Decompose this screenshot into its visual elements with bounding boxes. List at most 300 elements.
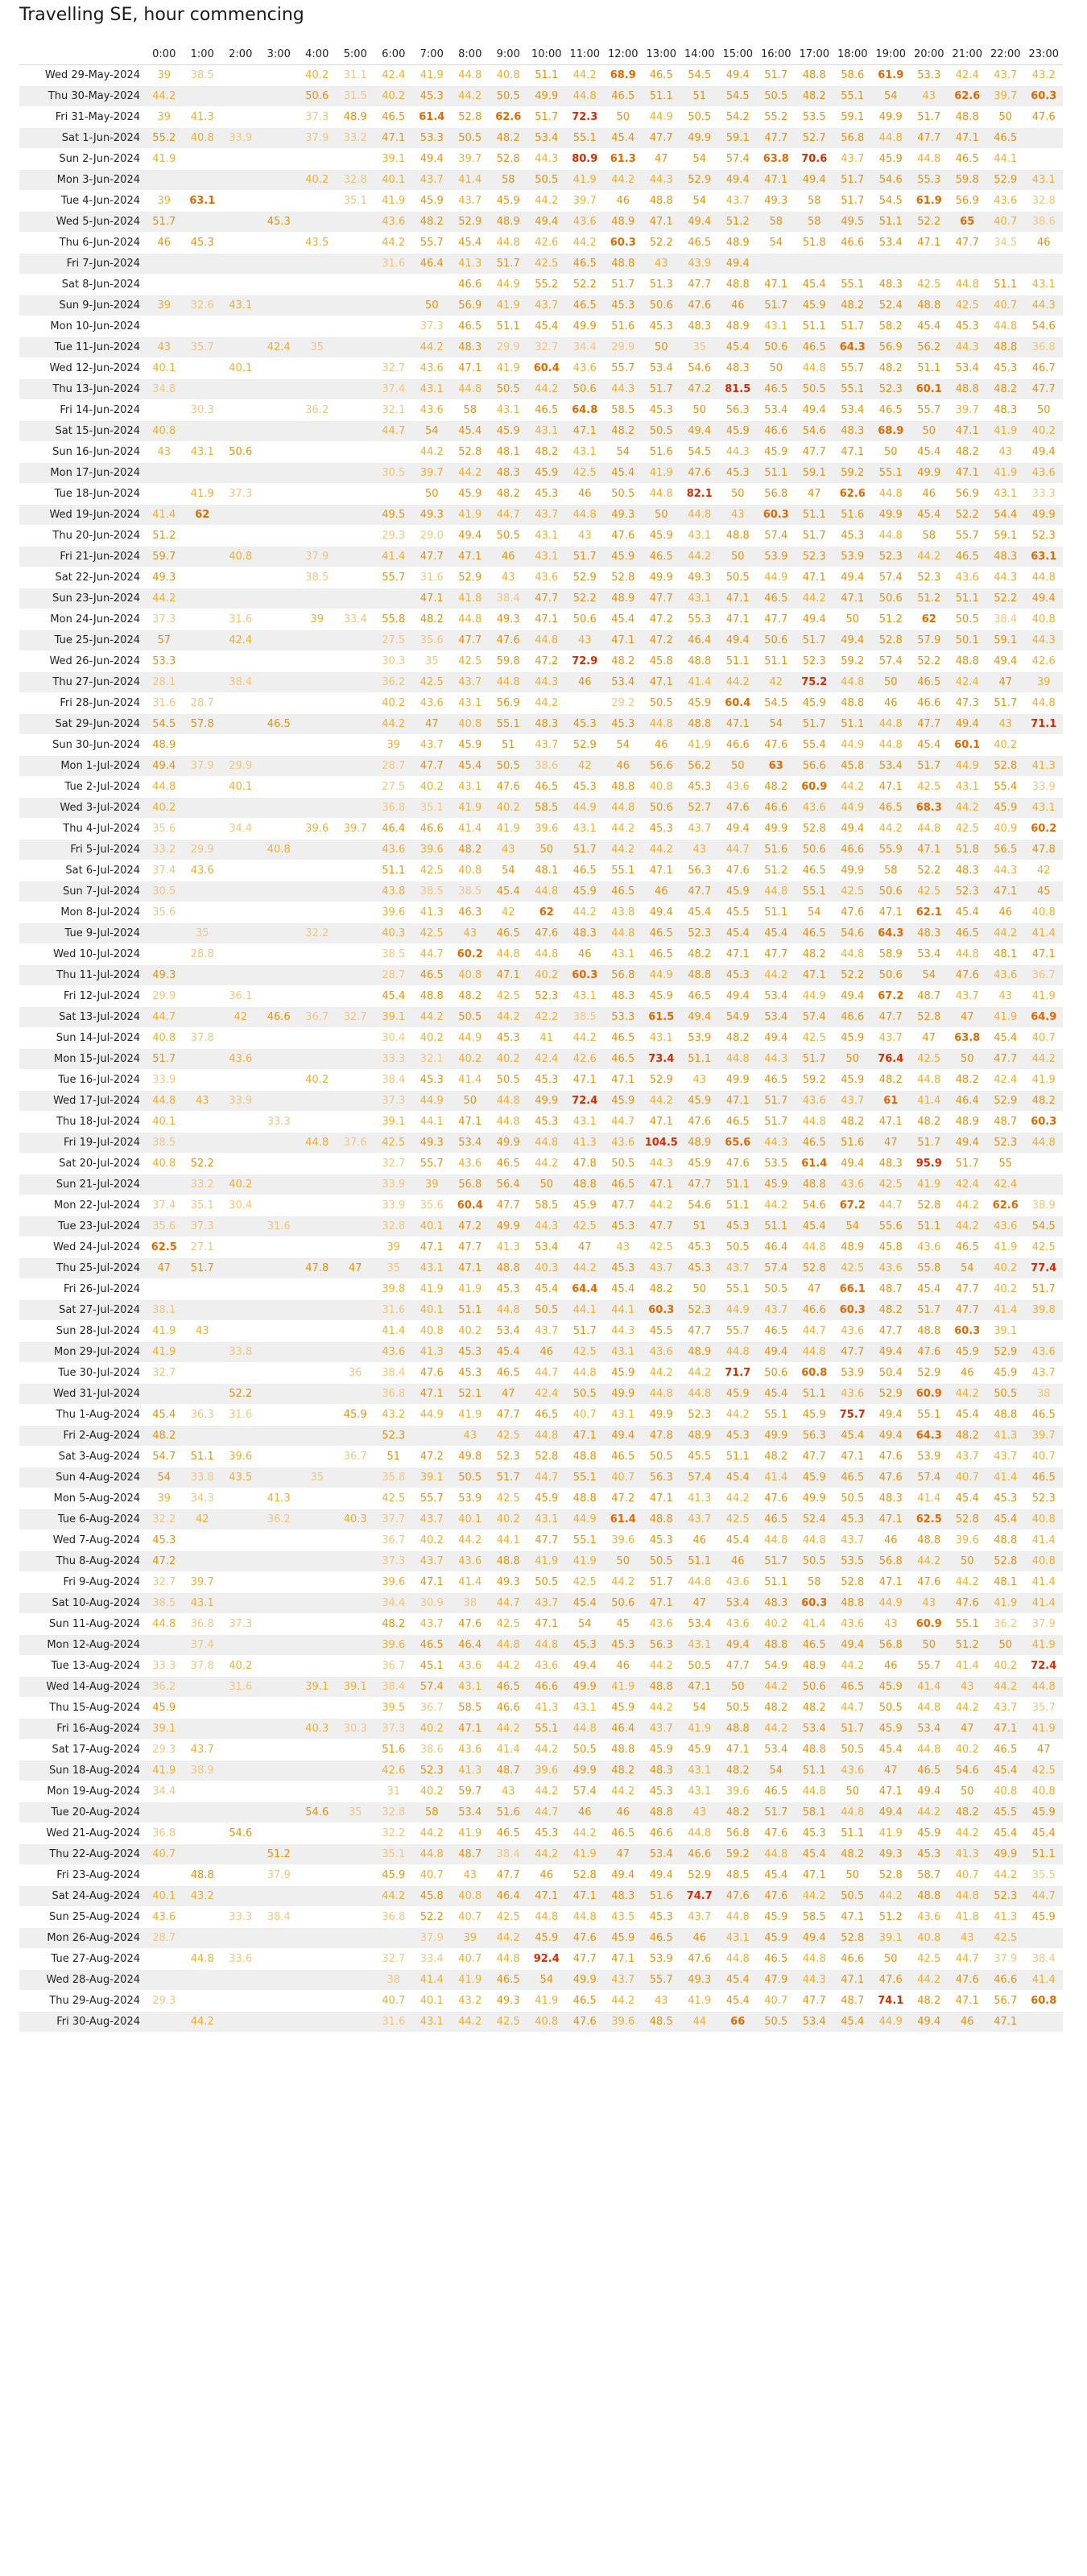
speed-cell: 47.2 xyxy=(451,1216,490,1237)
speed-cell: 53.4 xyxy=(451,1133,490,1154)
speed-cell: 43.1 xyxy=(527,421,566,442)
row-date: Thu 13-Jun-2024 xyxy=(19,379,145,400)
speed-cell: 38 xyxy=(451,1593,490,1614)
speed-cell xyxy=(260,1342,299,1363)
speed-cell: 47.1 xyxy=(458,362,482,374)
speed-cell: 41.9 xyxy=(451,1970,490,1991)
table-row xyxy=(19,1509,1063,1530)
speed-cell: 48.2 xyxy=(688,948,712,960)
speed-cell: 45.4 xyxy=(451,756,490,777)
speed-cell: 46.5 xyxy=(496,1827,520,1839)
speed-cell: 44.2 xyxy=(413,337,452,358)
speed-cell: 56.3 xyxy=(643,1635,681,1656)
row-date: Thu 30-May-2024 xyxy=(19,86,145,107)
speed-cell xyxy=(184,86,222,107)
speed-cell: 46 xyxy=(960,1367,974,1379)
speed-cell: 45.4 xyxy=(719,1970,758,1991)
speed-cell: 39.1 xyxy=(298,1677,337,1698)
speed-cell: 54.5 xyxy=(688,69,712,81)
speed-cell: 60.2 xyxy=(1031,823,1057,835)
speed-cell: 53.4 xyxy=(451,1802,490,1823)
speed-cell: 47.1 xyxy=(802,572,826,584)
speed-cell: 50.1 xyxy=(949,630,987,651)
speed-cell: 47.6 xyxy=(878,1451,903,1463)
speed-cell: 52.3 xyxy=(374,1426,413,1447)
speed-cell: 45.4 xyxy=(688,906,712,919)
hour-header: 11:00 xyxy=(566,44,605,65)
speed-cell: 45.9 xyxy=(604,1091,643,1112)
speed-cell: 52.9 xyxy=(572,739,597,751)
speed-cell: 47.8 xyxy=(298,1258,337,1279)
speed-cell: 41.3 xyxy=(566,1133,605,1154)
speed-cell: 43.1 xyxy=(496,404,520,416)
speed-cell: 39.6 xyxy=(725,1785,750,1798)
speed-cell: 46.5 xyxy=(643,1928,681,1949)
speed-cell: 41.3 xyxy=(451,1761,490,1781)
speed-cell xyxy=(337,1593,375,1614)
speed-cell: 47.7 xyxy=(986,1049,1025,1070)
speed-cell: 48.2 xyxy=(719,1802,758,1823)
speed-cell: 52.3 xyxy=(535,990,559,1002)
speed-cell: 45.3 xyxy=(841,530,865,542)
speed-cell: 48.9 xyxy=(490,212,528,233)
speed-cell: 45.9 xyxy=(1031,1911,1056,1923)
speed-cell: 40.1 xyxy=(413,1300,452,1321)
speed-cell: 48.7 xyxy=(994,1116,1018,1128)
speed-cell: 40.8 xyxy=(451,965,490,986)
speed-cell: 45.3 xyxy=(260,212,299,233)
table-row xyxy=(19,1719,1063,1740)
speed-cell xyxy=(260,1593,299,1614)
speed-cell xyxy=(337,630,375,651)
speed-cell: 40.2 xyxy=(420,1534,444,1546)
speed-cell: 39.8 xyxy=(382,1283,406,1295)
table-row xyxy=(19,1154,1063,1174)
speed-cell: 46.6 xyxy=(725,739,750,751)
row-date: Sat 22-Jun-2024 xyxy=(55,572,140,584)
speed-cell: 51.6 xyxy=(757,840,796,861)
speed-cell: 33.9 xyxy=(152,1074,176,1086)
speed-cell: 65.6 xyxy=(719,1133,758,1154)
speed-cell: 39 xyxy=(157,195,172,207)
row-date: Wed 28-Aug-2024 xyxy=(19,1970,145,1991)
speed-cell: 76.4 xyxy=(872,1049,911,1070)
speed-cell xyxy=(374,275,413,295)
speed-cell: 51.1 xyxy=(764,1576,788,1588)
speed-cell: 47.1 xyxy=(451,1719,490,1740)
speed-cell: 48.8 xyxy=(649,195,673,207)
table-row xyxy=(19,735,1063,756)
speed-cell: 47 xyxy=(807,1283,821,1295)
speed-cell: 44.9 xyxy=(566,798,605,819)
speed-cell: 44.2 xyxy=(572,906,597,919)
speed-cell: 44.2 xyxy=(757,965,796,986)
speed-cell: 31.6 xyxy=(221,1677,260,1698)
speed-cell: 46.5 xyxy=(611,1032,635,1044)
speed-cell: 40.2 xyxy=(451,1049,490,1070)
speed-cell: 43.7 xyxy=(994,69,1018,81)
speed-cell: 43.6 xyxy=(917,1241,941,1253)
speed-cell: 44.8 xyxy=(1031,697,1056,709)
speed-cell: 39 xyxy=(157,1492,172,1505)
speed-cell: 45.9 xyxy=(757,1928,796,1949)
hour-header: 21:00 xyxy=(949,44,987,65)
row-date: Sun 4-Aug-2024 xyxy=(19,1468,145,1488)
speed-cell: 41.9 xyxy=(994,1241,1018,1253)
speed-cell: 44.7 xyxy=(527,1468,566,1488)
speed-cell: 49.4 xyxy=(841,990,865,1002)
speed-cell xyxy=(260,756,299,777)
speed-cell xyxy=(260,295,299,316)
speed-cell: 43.6 xyxy=(458,1158,482,1170)
speed-cell: 31.6 xyxy=(260,1216,299,1237)
speed-cell xyxy=(337,1468,375,1488)
speed-cell: 47.7 xyxy=(643,588,681,609)
speed-cell xyxy=(184,651,222,672)
speed-cell: 38.9 xyxy=(1031,1199,1056,1212)
speed-cell: 33.8 xyxy=(221,1342,260,1363)
hour-header: 1:00 xyxy=(184,44,222,65)
hour-header: 3:00 xyxy=(260,44,299,65)
speed-cell: 39.6 xyxy=(955,1534,979,1546)
speed-cell: 48.3 xyxy=(688,320,712,332)
speed-cell: 48.2 xyxy=(833,1844,872,1865)
speed-cell: 51.7 xyxy=(796,1049,834,1070)
speed-cell: 37.9 xyxy=(413,1928,452,1949)
speed-cell xyxy=(298,986,337,1007)
speed-cell: 30.3 xyxy=(337,1719,375,1740)
speed-cell: 50 xyxy=(910,1635,949,1656)
speed-cell: 46 xyxy=(604,1802,643,1823)
speed-cell: 51.1 xyxy=(841,1827,865,1839)
speed-cell: 40.2 xyxy=(490,1509,528,1530)
speed-cell: 44.8 xyxy=(872,128,911,149)
speed-cell: 52.3 xyxy=(872,379,911,400)
speed-cell: 43.5 xyxy=(221,1468,260,1488)
speed-cell: 48.8 xyxy=(490,1551,528,1572)
speed-cell: 33.2 xyxy=(184,1174,222,1195)
speed-cell: 43.6 xyxy=(725,781,750,793)
speed-cell: 43.1 xyxy=(572,1116,597,1128)
speed-cell: 44.8 xyxy=(841,948,865,960)
speed-cell xyxy=(757,254,796,275)
speed-cell: 43.1 xyxy=(184,1593,222,1614)
speed-cell: 43.1 xyxy=(680,1761,719,1781)
speed-cell: 49.9 xyxy=(725,1074,750,1086)
speed-cell: 38.4 xyxy=(490,1844,528,1865)
speed-cell: 50.6 xyxy=(757,337,796,358)
speed-cell: 43 xyxy=(654,1995,668,2007)
table-row xyxy=(19,1551,1063,1572)
speed-cell: 45.4 xyxy=(604,128,643,149)
speed-cell: 45.9 xyxy=(604,1928,643,1949)
row-date: Fri 14-Jun-2024 xyxy=(60,404,140,416)
speed-cell: 36 xyxy=(348,1367,362,1379)
speed-cell: 45.9 xyxy=(343,1409,367,1421)
speed-cell: 39.1 xyxy=(872,1928,911,1949)
speed-cell: 45.9 xyxy=(986,798,1025,819)
speed-cell xyxy=(337,1112,375,1133)
speed-cell: 41.3 xyxy=(190,111,214,123)
speed-cell: 47 xyxy=(490,1384,528,1405)
speed-cell: 49.4 xyxy=(145,756,184,777)
speed-cell: 52.8 xyxy=(833,1928,872,1949)
speed-cell: 51.1 xyxy=(719,1174,758,1195)
speed-cell: 43.6 xyxy=(572,362,597,374)
speed-cell: 36.8 xyxy=(1025,337,1064,358)
speed-cell: 45.4 xyxy=(994,1827,1018,1839)
speed-cell: 38.5 xyxy=(305,572,329,584)
speed-cell: 42.5 xyxy=(910,881,949,902)
speed-cell: 40.2 xyxy=(221,1174,260,1195)
speed-cell: 46.5 xyxy=(572,1995,597,2007)
speed-cell: 32.8 xyxy=(1031,195,1056,207)
speed-cell: 47.6 xyxy=(566,1928,605,1949)
speed-cell xyxy=(986,254,1025,275)
speed-cell: 45.4 xyxy=(986,1761,1025,1781)
speed-cell: 41.9 xyxy=(604,1677,643,1698)
speed-cell: 51.1 xyxy=(796,1761,834,1781)
speed-cell: 42.5 xyxy=(917,1953,941,1965)
speed-cell: 46 xyxy=(692,1534,707,1546)
speed-cell: 55.6 xyxy=(872,1216,911,1237)
speed-cell: 53.4 xyxy=(764,990,788,1002)
speed-cell: 48.8 xyxy=(420,990,444,1002)
speed-cell: 49.4 xyxy=(680,421,719,442)
speed-cell: 44.2 xyxy=(420,1827,444,1839)
speed-cell: 42.5 xyxy=(490,1426,528,1447)
speed-cell: 30.5 xyxy=(145,881,184,902)
speed-cell: 51.1 xyxy=(725,655,750,667)
speed-cell: 46.7 xyxy=(1031,362,1056,374)
speed-cell: 27.5 xyxy=(382,781,406,793)
speed-cell: 39 xyxy=(386,1241,401,1253)
speed-cell: 46.5 xyxy=(949,547,987,568)
table-row xyxy=(19,463,1063,484)
row-date: Fri 28-Jun-2024 xyxy=(60,697,140,709)
speed-cell xyxy=(872,254,911,275)
speed-cell: 48.8 xyxy=(994,1534,1018,1546)
speed-cell: 51.7 xyxy=(611,279,635,291)
row-date: Sun 11-Aug-2024 xyxy=(49,1618,140,1630)
row-date: Mon 5-Aug-2024 xyxy=(53,1492,140,1505)
speed-cell: 40.3 xyxy=(527,1258,566,1279)
speed-cell xyxy=(221,254,260,275)
speed-cell: 53.4 xyxy=(872,756,911,777)
table-row xyxy=(19,1970,1063,1991)
speed-cell: 45.9 xyxy=(490,421,528,442)
speed-cell: 47.6 xyxy=(611,530,635,542)
speed-cell: 47.1 xyxy=(643,1593,681,1614)
speed-cell: 38 xyxy=(1025,1384,1064,1405)
speed-cell: 40.8 xyxy=(145,421,184,442)
speed-cell: 48.7 xyxy=(490,1761,528,1781)
speed-cell: 43.7 xyxy=(994,1451,1018,1463)
speed-cell: 45.9 xyxy=(872,1719,911,1740)
table-row xyxy=(19,547,1063,568)
speed-cell: 72.4 xyxy=(1031,1660,1057,1672)
speed-cell: 33.9 xyxy=(221,1091,260,1112)
speed-cell: 46.5 xyxy=(878,404,903,416)
speed-cell: 47.1 xyxy=(649,865,673,877)
speed-cell: 45.9 xyxy=(719,881,758,902)
speed-cell: 40.7 xyxy=(382,1995,406,2007)
table-row xyxy=(19,840,1063,861)
speed-cell: 47.2 xyxy=(680,379,719,400)
speed-cell xyxy=(184,212,222,233)
speed-cell: 46 xyxy=(680,1928,719,1949)
table-row xyxy=(19,798,1063,819)
speed-cell xyxy=(337,421,375,442)
speed-cell xyxy=(184,986,222,1007)
speed-cell xyxy=(184,1928,222,1949)
speed-cell: 52.8 xyxy=(496,153,520,165)
speed-cell: 50.5 xyxy=(841,1744,865,1756)
speed-cell: 51.2 xyxy=(719,212,758,233)
speed-cell xyxy=(184,1070,222,1091)
speed-cell: 47 xyxy=(654,153,668,165)
speed-cell: 42.5 xyxy=(496,1492,520,1505)
speed-cell: 64.9 xyxy=(1025,1007,1064,1028)
speed-cell: 47.1 xyxy=(986,881,1025,902)
speed-cell xyxy=(260,1614,299,1635)
table-row xyxy=(19,1656,1063,1677)
speed-cell: 47.7 xyxy=(764,948,788,960)
table-row xyxy=(19,358,1063,379)
hour-header: 12:00 xyxy=(604,44,643,65)
speed-cell: 31.6 xyxy=(229,1409,253,1421)
speed-cell: 48.9 xyxy=(604,212,643,233)
speed-cell: 37.8 xyxy=(190,1032,214,1044)
speed-cell xyxy=(221,840,260,861)
speed-cell: 46.6 xyxy=(986,1970,1025,1991)
speed-cell: 45.3 xyxy=(688,781,712,793)
speed-cell: 46.5 xyxy=(833,1677,872,1698)
table-row xyxy=(19,1133,1063,1154)
speed-cell: 44.9 xyxy=(458,1032,482,1044)
speed-cell: 42.5 xyxy=(496,1618,520,1630)
table-row xyxy=(19,1991,1063,2012)
table-row xyxy=(19,1698,1063,1719)
row-date: Sun 25-Aug-2024 xyxy=(49,1911,140,1923)
speed-cell xyxy=(145,170,184,191)
speed-cell: 44.2 xyxy=(535,1158,559,1170)
speed-cell xyxy=(298,1970,337,1991)
table-row xyxy=(19,526,1063,547)
speed-cell: 48.8 xyxy=(986,337,1025,358)
speed-cell: 49.4 xyxy=(680,212,719,233)
speed-cell xyxy=(221,2012,260,2033)
speed-cell: 40.2 xyxy=(298,170,337,191)
speed-cell xyxy=(260,547,299,568)
speed-cell: 49.9 xyxy=(802,1492,826,1505)
speed-cell: 49.4 xyxy=(719,254,758,275)
speed-cell: 42.5 xyxy=(802,1032,826,1044)
speed-cell: 53.9 xyxy=(841,1367,865,1379)
speed-cell xyxy=(145,484,184,505)
speed-cell: 44.9 xyxy=(643,965,681,986)
speed-cell: 55.8 xyxy=(910,1258,949,1279)
speed-cell: 56.3 xyxy=(643,1468,681,1488)
speed-cell: 48.8 xyxy=(910,1886,949,1907)
speed-cell: 56.3 xyxy=(796,1426,834,1447)
speed-cell: 62.5 xyxy=(151,1241,177,1253)
speed-cell: 42.5 xyxy=(527,254,566,275)
speed-cell: 45.9 xyxy=(757,1174,796,1195)
speed-cell: 53.4 xyxy=(527,128,566,149)
speed-cell: 55.1 xyxy=(527,1719,566,1740)
speed-cell: 45.9 xyxy=(872,1677,911,1698)
speed-cell: 41.4 xyxy=(374,547,413,568)
speed-cell: 40.2 xyxy=(986,1258,1025,1279)
speed-cell: 50.5 xyxy=(764,1283,788,1295)
speed-cell: 30.9 xyxy=(413,1593,452,1614)
speed-cell: 47.1 xyxy=(986,1719,1025,1740)
speed-cell: 46.6 xyxy=(917,697,941,709)
speed-cell: 29.9 xyxy=(604,337,643,358)
speed-cell: 51.8 xyxy=(949,840,987,861)
speed-cell: 60.3 xyxy=(796,1593,834,1614)
speed-cell: 50 xyxy=(424,488,439,500)
speed-cell: 47.6 xyxy=(917,1576,941,1588)
speed-cell: 61.4 xyxy=(801,1158,828,1170)
speed-cell: 52.2 xyxy=(566,588,605,609)
speed-cell: 44.8 xyxy=(802,362,826,374)
speed-cell: 44.8 xyxy=(802,1785,826,1798)
speed-cell: 44.2 xyxy=(572,1032,597,1044)
speed-cell: 39 xyxy=(157,69,172,81)
speed-cell: 52.2 xyxy=(917,655,941,667)
speed-cell: 44.7 xyxy=(535,1367,559,1379)
speed-cell: 48.5 xyxy=(643,2012,681,2033)
speed-cell: 45.9 xyxy=(649,990,673,1002)
speed-cell: 46.5 xyxy=(260,714,299,735)
speed-cell: 51.7 xyxy=(566,840,605,861)
speed-cell: 47.6 xyxy=(458,1618,482,1630)
table-row xyxy=(19,379,1063,400)
speed-cell: 48.8 xyxy=(643,1802,681,1823)
speed-cell: 45.9 xyxy=(841,1074,865,1086)
speed-cell: 44.3 xyxy=(949,337,987,358)
speed-cell: 47.7 xyxy=(496,1869,520,1881)
speed-cell: 41.4 xyxy=(910,1677,949,1698)
speed-cell: 49.4 xyxy=(572,1660,597,1672)
speed-cell: 50.5 xyxy=(527,1300,566,1321)
speed-cell: 49.9 xyxy=(878,111,903,123)
speed-cell: 51.1 xyxy=(796,1384,834,1405)
speed-cell: 68.9 xyxy=(872,421,911,442)
speed-cell xyxy=(221,861,260,881)
table-row xyxy=(19,609,1063,630)
speed-cell: 57.9 xyxy=(910,630,949,651)
speed-cell: 55 xyxy=(998,1158,1013,1170)
speed-cell xyxy=(221,923,260,944)
speed-cell: 49.3 xyxy=(145,965,184,986)
speed-cell: 49.9 xyxy=(986,1844,1025,1865)
speed-cell: 47.1 xyxy=(566,421,605,442)
hour-header: 0:00 xyxy=(145,44,184,65)
speed-cell: 49.4 xyxy=(458,530,482,542)
speed-cell xyxy=(260,1530,299,1551)
speed-cell: 54.5 xyxy=(719,86,758,107)
speed-cell: 59.2 xyxy=(802,1074,826,1086)
speed-cell xyxy=(221,1593,260,1614)
speed-cell: 66 xyxy=(719,2012,758,2033)
speed-cell: 47 xyxy=(577,1241,592,1253)
speed-cell: 50.5 xyxy=(496,1074,520,1086)
speed-cell: 46.6 xyxy=(757,421,796,442)
speed-cell: 48.3 xyxy=(878,279,903,291)
